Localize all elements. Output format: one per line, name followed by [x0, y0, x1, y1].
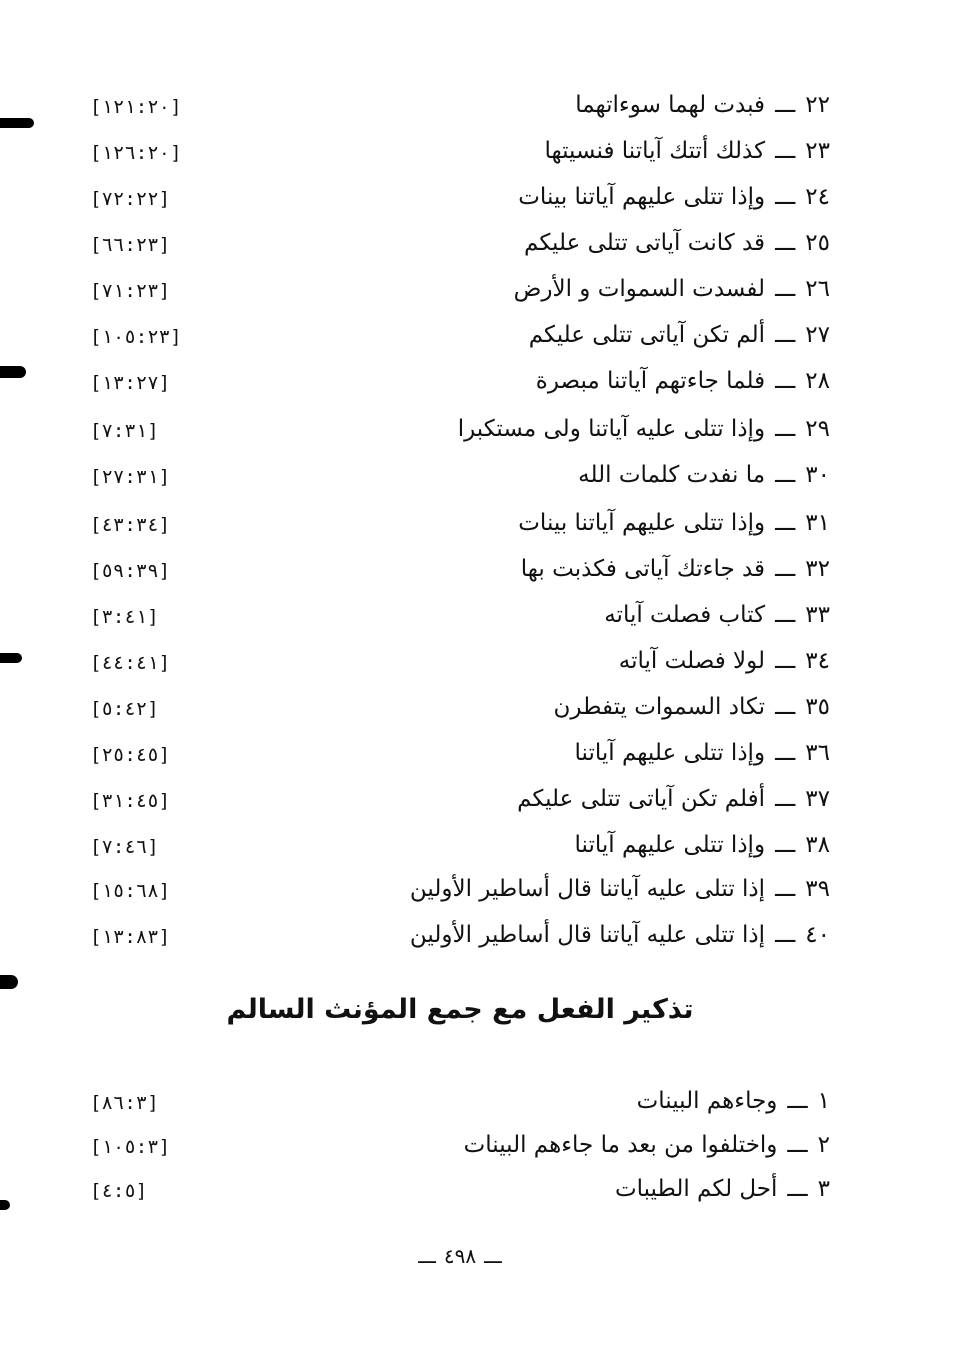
verse-text: فلما جاءتهم آياتنا مبصرة [535, 368, 766, 394]
page-number-dash-left: ـــ [418, 1244, 436, 1268]
entry-number: ٢٨ [805, 368, 830, 394]
verse-reference: [١٣:٢٧] [90, 372, 171, 394]
verse-text: ما نفدت كلمات الله [578, 462, 766, 488]
entry-number: ٢٦ [805, 276, 830, 302]
entry-row [90, 180, 830, 220]
verse-reference: [٥٩:٣٩] [90, 560, 171, 582]
entry-number: ٣١ [805, 510, 830, 536]
entry-number: ٣٠ [805, 462, 830, 488]
verse-text: وإذا تتلى عليهم آياتنا بينات [518, 510, 766, 536]
verse-text: لولا فصلت آياته [618, 648, 766, 674]
entry-number: ٣٢ [805, 556, 830, 582]
verse-text-line [554, 694, 830, 720]
entry-row [90, 598, 830, 638]
verse-text: إذا تتلى عليه آياتنا قال أساطير الأولين [409, 922, 766, 948]
entry-row [90, 88, 830, 128]
verse-text: واختلفوا من بعد ما جاءهم البينات [463, 1132, 778, 1158]
entry-number: ٢٤ [805, 184, 830, 210]
verse-reference: [١٠٥:٣] [90, 1136, 171, 1158]
entry-row [90, 644, 830, 684]
entry-row [90, 782, 830, 822]
verse-reference: [٧١:٢٣] [90, 280, 171, 302]
verse-text-line [575, 832, 830, 858]
entry-row [90, 552, 830, 592]
entry-row [90, 272, 830, 312]
entry-dash: ـــ [787, 1176, 808, 1202]
entry-dash: ـــ [775, 556, 796, 582]
verse-text-line [575, 740, 830, 766]
entry-row [90, 412, 830, 452]
entry-dash: ـــ [775, 648, 796, 674]
page-number-value: ٤٩٨ [443, 1244, 477, 1268]
verse-reference: [٨٦:٣] [90, 1092, 159, 1114]
entry-dash: ـــ [775, 786, 796, 812]
entry-row [90, 690, 830, 730]
verse-text-line [536, 368, 830, 394]
entry-row [90, 1172, 830, 1212]
verse-text-line [410, 876, 830, 902]
entry-number: ١ [817, 1088, 830, 1114]
verse-text-line [615, 1176, 830, 1202]
entry-number: ٣٦ [805, 740, 830, 766]
binding-mark [0, 653, 22, 663]
entry-dash: ـــ [775, 832, 796, 858]
verse-text-line [514, 276, 830, 302]
verse-reference: [١٢٦:٢٠] [90, 142, 182, 164]
entry-number: ٢٢ [805, 92, 830, 118]
entry-dash: ـــ [775, 740, 796, 766]
entry-number: ٢٥ [805, 230, 830, 256]
entry-dash: ـــ [775, 322, 796, 348]
entry-dash: ـــ [775, 138, 796, 164]
entry-row [90, 226, 830, 266]
entry-row [90, 458, 830, 498]
verse-text-line [604, 602, 830, 628]
verse-reference: [١٥:٦٨] [90, 880, 171, 902]
entry-number: ٤٠ [805, 922, 830, 948]
verse-text: وإذا تتلى عليه آياتنا ولى مستكبرا [457, 416, 766, 442]
verse-text-line [518, 184, 830, 210]
binding-mark [0, 1200, 10, 1210]
entry-dash: ـــ [775, 416, 796, 442]
entry-number: ٣٧ [805, 786, 830, 812]
verse-text: إذا تتلى عليه آياتنا قال أساطير الأولين [409, 876, 766, 902]
entry-dash: ـــ [775, 922, 796, 948]
verse-reference: [٤٣:٣٤] [90, 514, 171, 536]
entry-dash: ـــ [775, 368, 796, 394]
entry-row [90, 1084, 830, 1124]
verse-text: كتاب فصلت آياته [604, 602, 766, 628]
verse-reference: [٦٦:٢٣] [90, 234, 171, 256]
verse-reference: [٢٧:٣١] [90, 466, 171, 488]
entry-dash: ـــ [775, 462, 796, 488]
verse-text-line [545, 138, 831, 164]
entry-number: ٣٤ [805, 648, 830, 674]
binding-mark [0, 366, 26, 378]
entry-row [90, 1128, 830, 1168]
verse-text-line [524, 230, 830, 256]
verse-reference: [٣١:٤٥] [90, 790, 171, 812]
verse-text-line [517, 786, 830, 812]
entry-dash: ـــ [775, 184, 796, 210]
verse-text: فبدت لهما سوءاتهما [575, 92, 766, 118]
verse-reference: [٥:٤٢] [90, 698, 159, 720]
entry-dash: ـــ [775, 276, 796, 302]
verse-text-line [575, 92, 830, 118]
verse-text-line [464, 1132, 830, 1158]
verse-reference: [٤٤:٤١] [90, 652, 171, 674]
entry-row [90, 872, 830, 912]
verse-text-line [637, 1088, 830, 1114]
section-heading: تذكير الفعل مع جمع المؤنث السالم [226, 994, 694, 1025]
verse-reference: [٣:٤١] [90, 606, 159, 628]
page-number [0, 1244, 920, 1268]
entry-row [90, 318, 830, 358]
entry-number: ٢٣ [805, 138, 830, 164]
entry-number: ٣ [817, 1176, 830, 1202]
verse-text: لفسدت السموات و الأرض [513, 276, 766, 302]
entry-dash: ـــ [775, 230, 796, 256]
entry-dash: ـــ [775, 510, 796, 536]
entry-dash: ـــ [775, 92, 796, 118]
entry-number: ٣٨ [805, 832, 830, 858]
entry-row [90, 364, 830, 404]
verse-text-line [578, 462, 830, 488]
verse-reference: [١٢١:٢٠] [90, 96, 182, 118]
entry-dash: ـــ [775, 876, 796, 902]
verse-reference: [٧:٤٦] [90, 836, 159, 858]
entry-row [90, 506, 830, 546]
verse-text-line [410, 922, 830, 948]
verse-text: وإذا تتلى عليهم آياتنا بينات [518, 184, 766, 210]
verse-text: وإذا تتلى عليهم آياتنا [574, 740, 766, 766]
verse-reference: [٢٥:٤٥] [90, 744, 171, 766]
entry-number: ٣٩ [805, 876, 830, 902]
verse-text: قد جاءتك آياتى فكذبت بها [520, 556, 766, 582]
verse-text: كذلك أتتك آياتنا فنسيتها [544, 138, 766, 164]
entry-row [90, 918, 830, 958]
verse-text-line [458, 416, 830, 442]
verse-text-line [529, 322, 830, 348]
verse-reference: [٧:٣١] [90, 420, 159, 442]
verse-text: ألم تكن آياتى تتلى عليكم [528, 322, 766, 348]
verse-text-line [619, 648, 830, 674]
verse-text: أحل لكم الطيبات [614, 1176, 778, 1202]
entry-dash: ـــ [787, 1088, 808, 1114]
entry-number: ٣٥ [805, 694, 830, 720]
verse-text: قد كانت آياتى تتلى عليكم [524, 230, 766, 256]
entry-number: ٣٣ [805, 602, 830, 628]
entry-number: ٢٩ [805, 416, 830, 442]
entry-dash: ـــ [787, 1132, 808, 1158]
entry-row [90, 736, 830, 776]
entry-row [90, 134, 830, 174]
entry-number: ٢٧ [805, 322, 830, 348]
page-number-dash-right: ـــ [484, 1244, 502, 1268]
binding-mark [0, 118, 34, 128]
verse-text: وجاءهم البينات [636, 1088, 778, 1114]
entry-dash: ـــ [775, 602, 796, 628]
verse-reference: [١٣:٨٣] [90, 926, 171, 948]
binding-mark [0, 975, 18, 989]
entry-number: ٢ [817, 1132, 830, 1158]
verse-text: تكاد السموات يتفطرن [553, 694, 766, 720]
verse-reference: [٧٢:٢٢] [90, 188, 171, 210]
verse-reference: [٤:٥] [90, 1180, 148, 1202]
entry-dash: ـــ [775, 694, 796, 720]
verse-text-line [521, 556, 830, 582]
entry-row [90, 828, 830, 868]
verse-text: وإذا تتلى عليهم آياتنا [574, 832, 766, 858]
verse-text: أفلم تكن آياتى تتلى عليكم [517, 786, 766, 812]
verse-reference: [١٠٥:٢٣] [90, 326, 182, 348]
verse-text-line [518, 510, 830, 536]
